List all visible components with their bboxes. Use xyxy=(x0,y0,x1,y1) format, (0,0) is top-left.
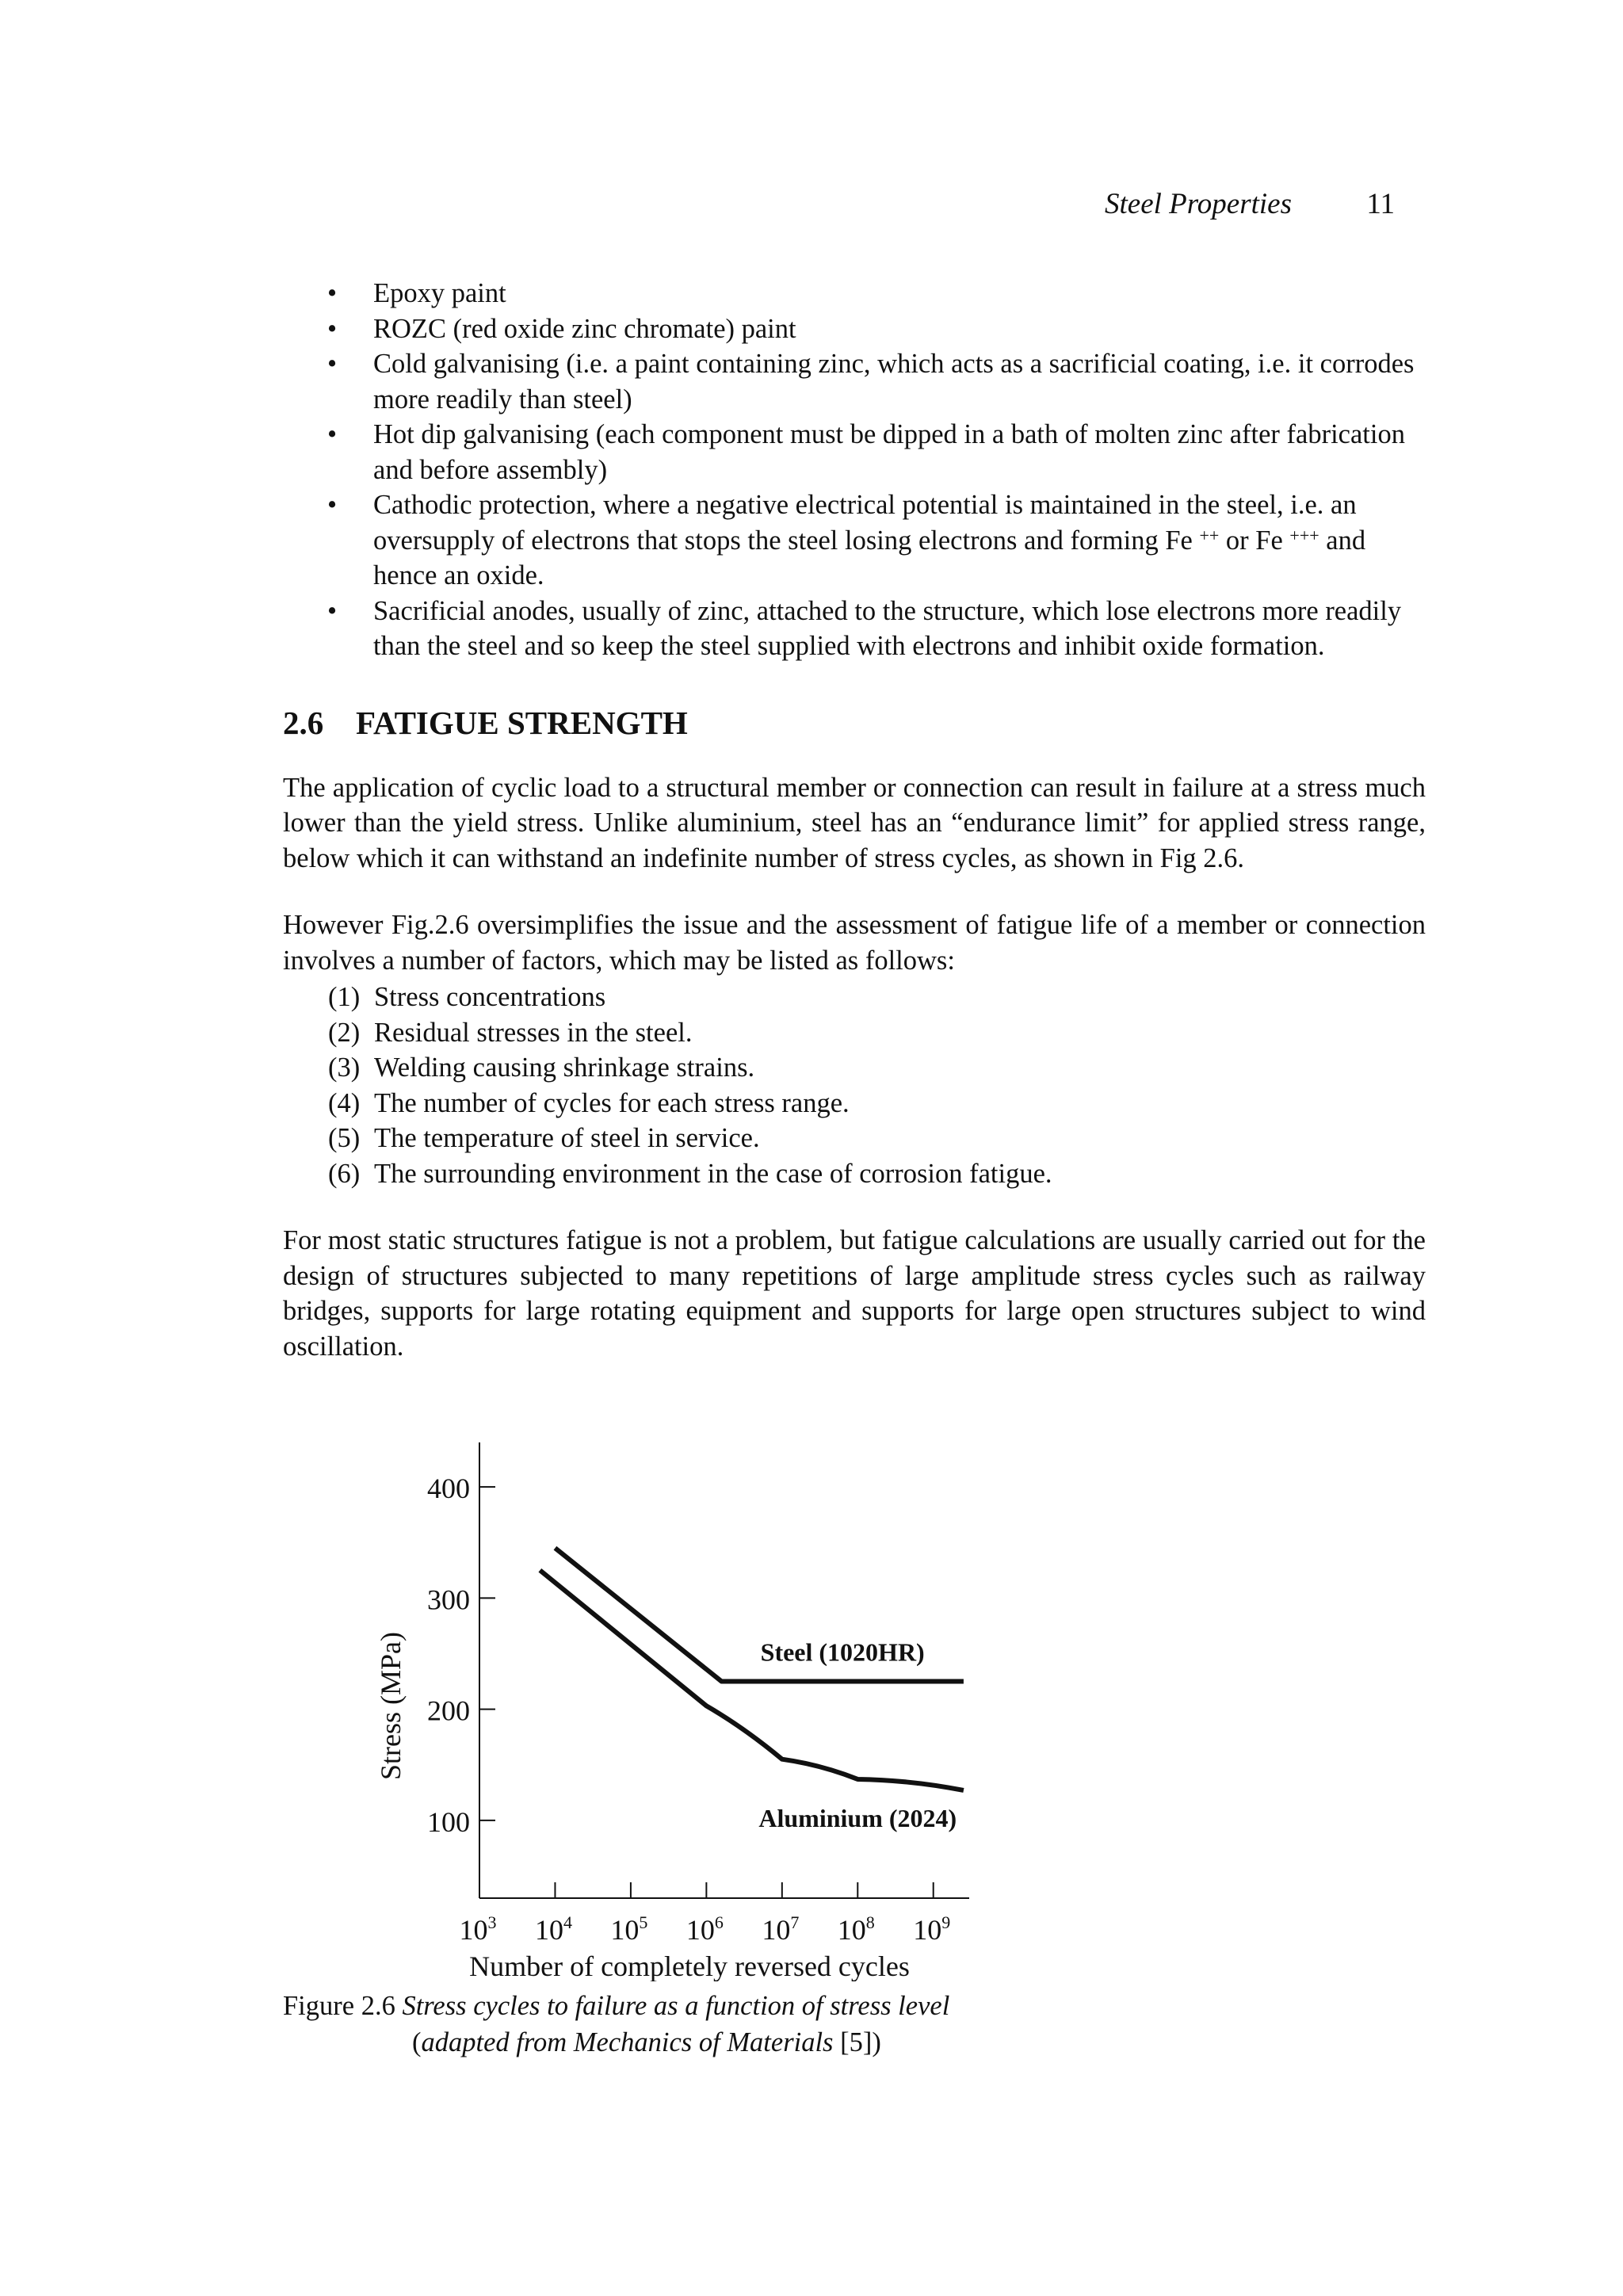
section-title: FATIGUE STRENGTH xyxy=(356,704,688,741)
paragraph: However Fig.2.6 oversimplifies the issue and the assessment of fatigue life of a member or connection involves a number of factors, which may be listed as follows: xyxy=(283,910,1426,976)
caption-ref: [5]) xyxy=(833,2027,881,2057)
x-axis-title: Number of completely reversed cycles xyxy=(469,1950,910,1981)
bullet-mark: • xyxy=(327,490,338,520)
bullet-text-pre: Cathodic protection, where a negative electrical potential is maintained in the steel, i.e. an oversupply of electrons that stops the steel losing electrons and forming Fe xyxy=(373,490,1357,556)
running-header xyxy=(951,187,1395,227)
page-body xyxy=(283,276,1426,1364)
item-text: Welding causing shrinkage strains. xyxy=(374,1052,755,1083)
bullet-text: Cold galvanising (i.e. a paint containing zinc, which acts as a sacrificial coating, i.e. it corrodes more readily than steel) xyxy=(373,349,1415,415)
y-tick-label: 200 xyxy=(427,1694,470,1727)
caption-open-paren: ( xyxy=(412,2027,422,2057)
list-item xyxy=(283,1050,1426,1086)
item-number: (3) xyxy=(328,1052,361,1083)
caption-line-2 xyxy=(283,2024,949,2061)
list-item xyxy=(283,276,1426,311)
y-tick-label: 400 xyxy=(427,1473,470,1505)
bullet-text-post: and hence an oxide. xyxy=(373,525,1366,590)
caption-source: adapted from Mechanics of Materials xyxy=(421,2027,834,2057)
figure-caption xyxy=(283,1988,949,2061)
item-number: (1) xyxy=(328,982,361,1012)
item-number: (6) xyxy=(328,1158,361,1189)
bullet-mark: • xyxy=(327,313,338,344)
section-number: 2.6 xyxy=(283,704,324,741)
bullet-text: ROZC (red oxide zinc chromate) paint xyxy=(373,313,796,344)
paragraph: For most static structures fatigue is not a problem, but fatigue calculations are usually carried out for the design of structures subjected to many repetitions of large amplitude stress cycles such as railway bridges, supports for large rotating equipment and supports for large open structures subject to wind oscillation. xyxy=(283,1225,1426,1362)
steel-series-label: Steel (1020HR) xyxy=(760,1637,925,1667)
list-item xyxy=(283,594,1426,664)
item-text: The temperature of steel in service. xyxy=(374,1123,760,1153)
y-tick-label: 300 xyxy=(427,1584,470,1616)
bullet-text: Epoxy paint xyxy=(373,278,506,308)
y-tick-label: 100 xyxy=(427,1805,470,1838)
item-text: Residual stresses in the steel. xyxy=(374,1017,693,1048)
x-tick-label: $10^7$ xyxy=(762,1912,800,1946)
bullet-mark: • xyxy=(327,278,338,308)
bullet-list xyxy=(283,276,1426,664)
list-item xyxy=(283,1086,1426,1121)
list-item xyxy=(283,1156,1426,1192)
x-tick-label: $10^4$ xyxy=(534,1912,572,1946)
caption-text: Stress cycles to failure as a function of stress level xyxy=(402,1991,950,2021)
list-item xyxy=(283,346,1426,417)
caption-line-1 xyxy=(283,1988,949,2024)
running-title: Steel Properties xyxy=(1105,188,1292,220)
factor-list xyxy=(283,980,1426,1191)
bullet-text: Sacrificial anodes, usually of zinc, attached to the structure, which lose electrons more readily than the steel and so keep the steel supplied with electrons and inhibit oxide formation. xyxy=(373,595,1402,661)
superscript-fe2: ++ xyxy=(1199,525,1220,545)
fatigue-chart xyxy=(365,1427,1078,1981)
bullet-mark: • xyxy=(327,595,338,626)
x-tick-label: $10^3$ xyxy=(459,1912,497,1946)
paragraph: The application of cyclic load to a structural member or connection can result in failure at a stress much lower than the yield stress. Unlike aluminium, steel has an “endurance limit” for applied stress range, below which it can withstand an indefinite number of stress cycles, as shown in Fig 2.6. xyxy=(283,772,1426,873)
bullet-mark: • xyxy=(327,349,338,379)
chart-svg xyxy=(365,1427,1078,1981)
item-number: (4) xyxy=(328,1087,361,1118)
list-item xyxy=(283,417,1426,487)
bullet-text-mid: or Fe xyxy=(1219,525,1290,556)
caption-label: Figure 2.6 xyxy=(283,1991,395,2021)
bullet-text: Hot dip galvanising (each component must be dipped in a bath of molten zinc after fabrication and before assembly) xyxy=(373,419,1405,485)
x-tick-label: $10^6$ xyxy=(685,1912,724,1946)
page-number: 11 xyxy=(1366,188,1395,220)
list-item xyxy=(283,980,1426,1015)
superscript-fe3: +++ xyxy=(1289,525,1319,545)
item-text: The surrounding environment in the case of corrosion fatigue. xyxy=(374,1158,1052,1189)
item-number: (5) xyxy=(328,1123,361,1153)
list-item xyxy=(283,1015,1426,1051)
item-number: (2) xyxy=(328,1017,361,1048)
list-item xyxy=(283,487,1426,594)
x-tick-label: $10^8$ xyxy=(837,1912,875,1946)
item-text: The number of cycles for each stress range. xyxy=(374,1087,850,1118)
item-text: Stress concentrations xyxy=(374,982,606,1012)
list-item xyxy=(283,311,1426,347)
bullet-mark: • xyxy=(327,419,338,449)
aluminium-series-label: Aluminium (2024) xyxy=(758,1803,957,1832)
y-axis-title: Stress (MPa) xyxy=(375,1632,407,1780)
list-item xyxy=(283,1121,1426,1156)
x-tick-label: $10^9$ xyxy=(913,1912,951,1946)
x-tick-label: $10^5$ xyxy=(610,1912,648,1946)
section-heading xyxy=(283,702,1426,743)
